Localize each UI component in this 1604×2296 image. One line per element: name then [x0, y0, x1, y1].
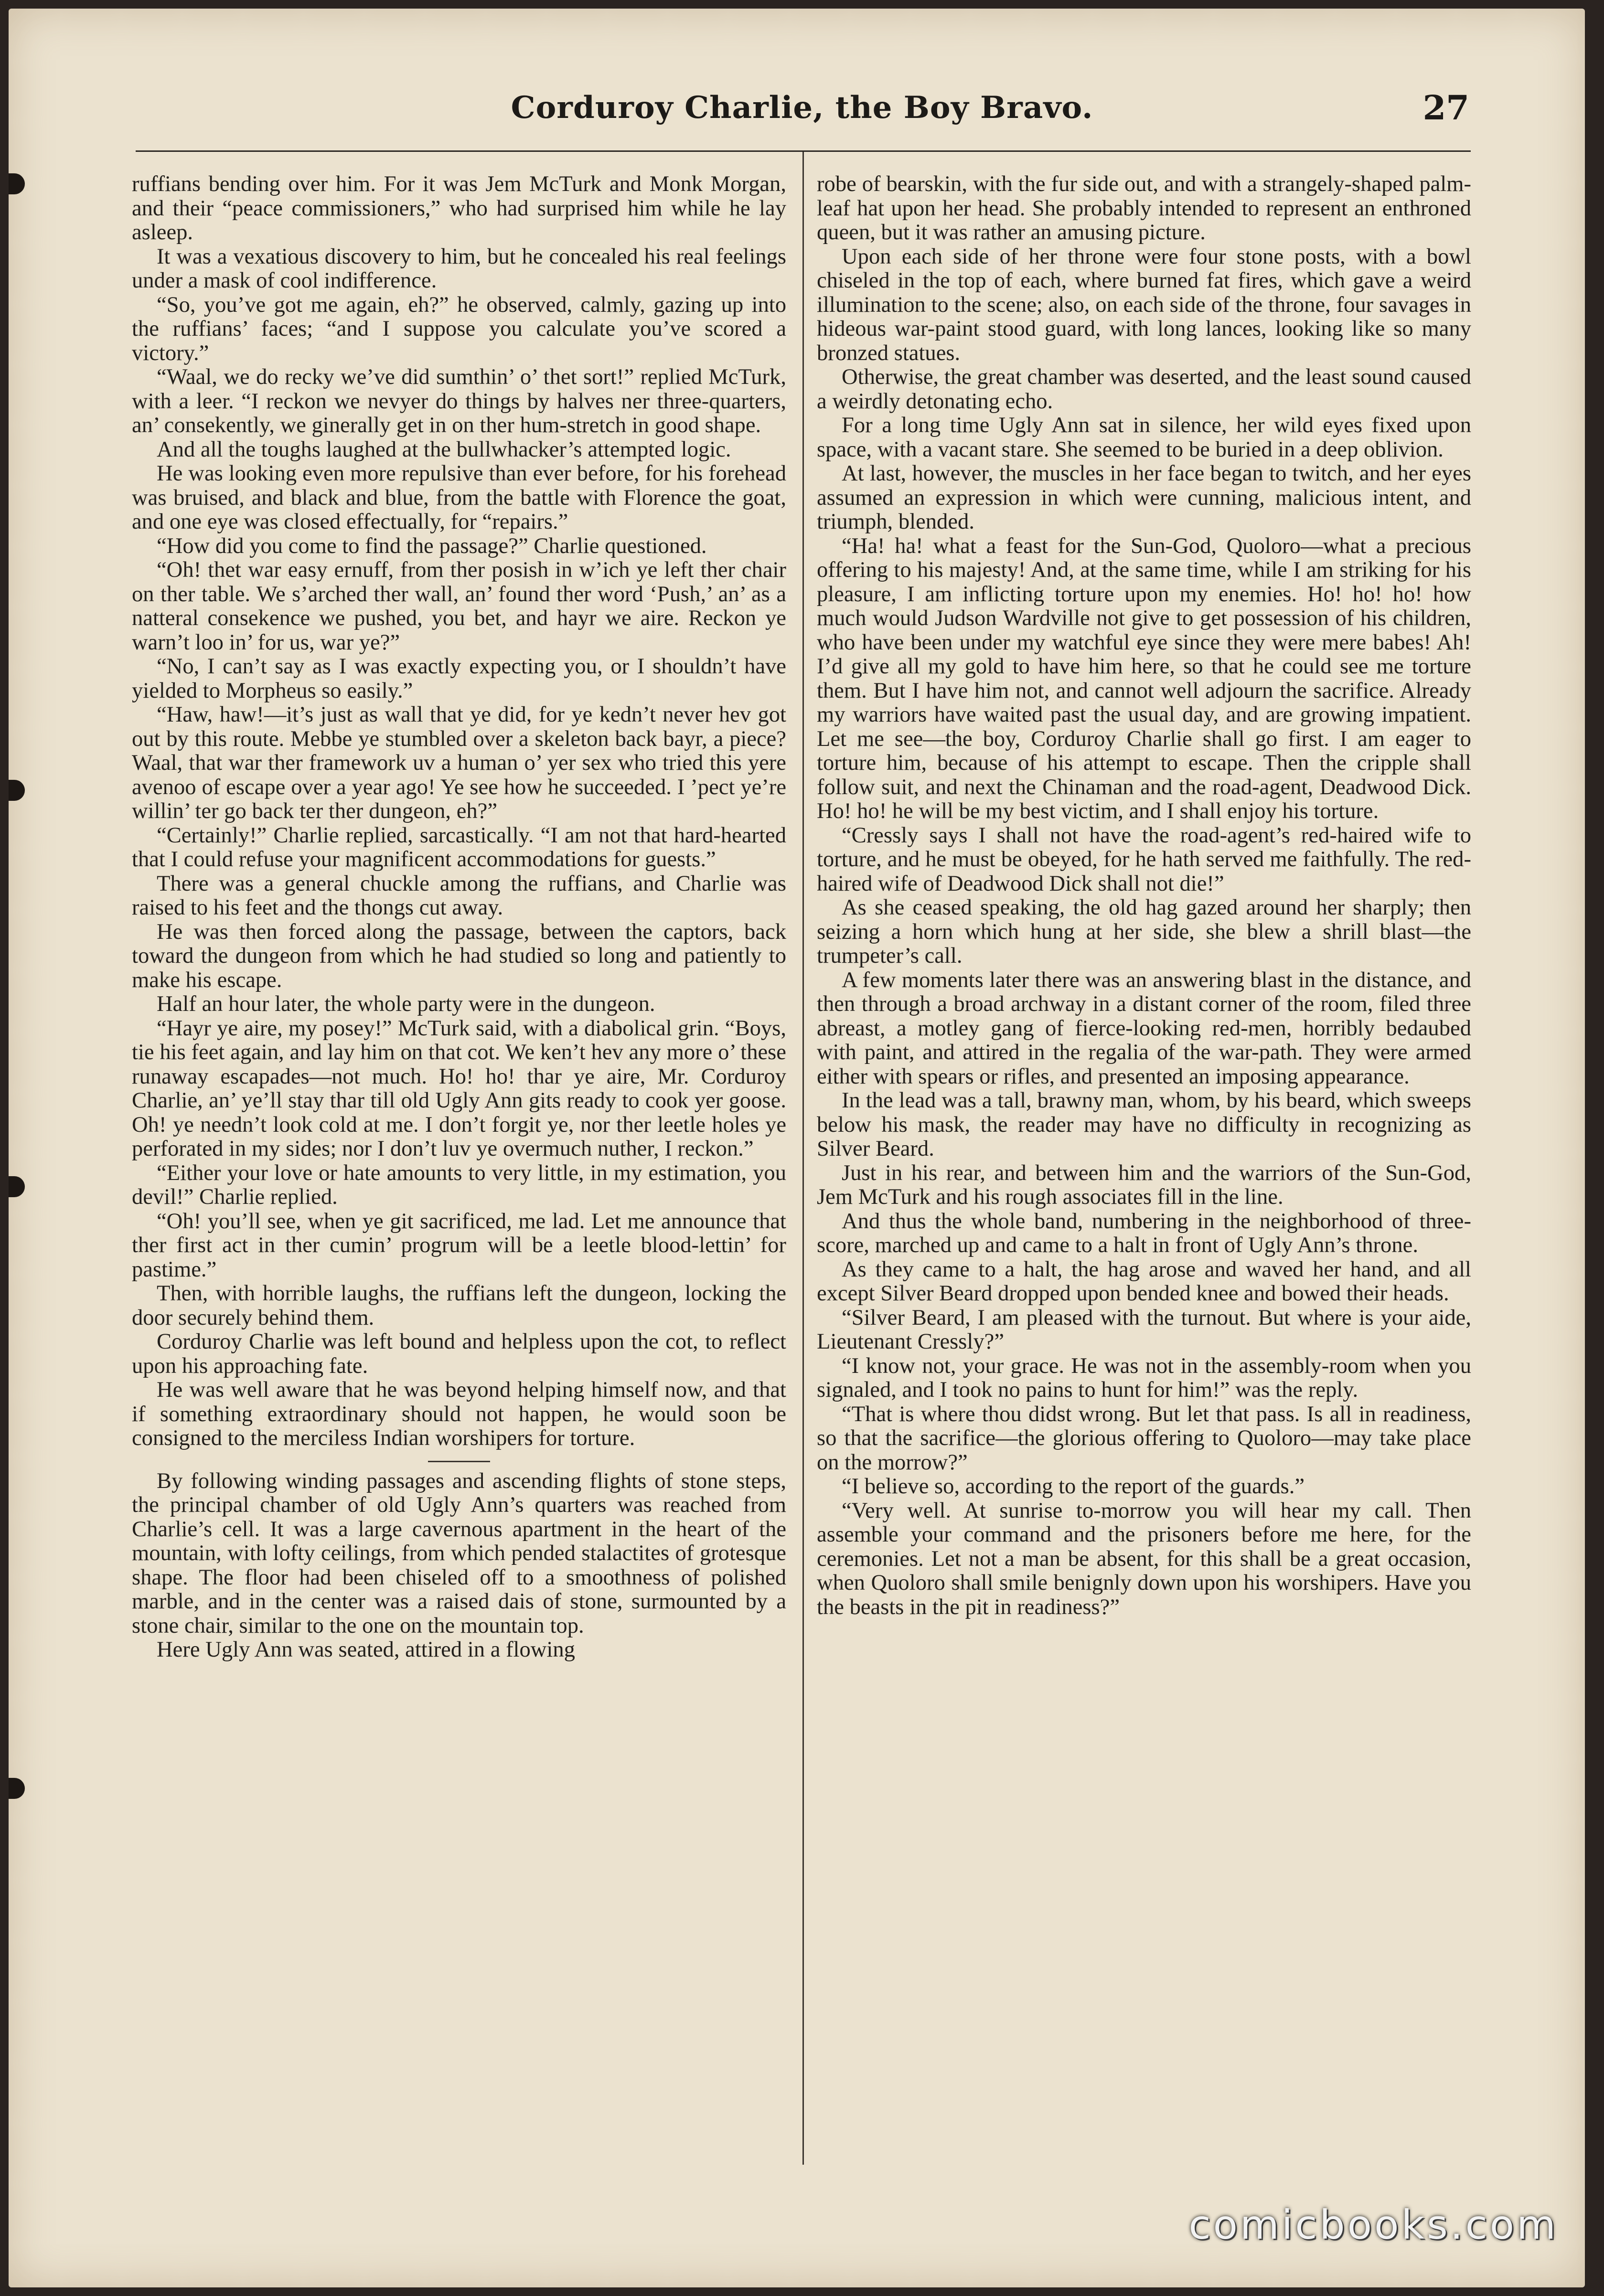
- watermark: comicbooks.com: [1188, 2201, 1558, 2248]
- paragraph: He was then forced along the passage, between the captors, back toward the dungeon from which he had studied so long and patiently to make his escape.: [132, 919, 786, 992]
- paragraph: ruffians bending over him. For it was Jem McTurk and Monk Morgan, and their “peace commissioners,” who had surprised him while he lay asleep.: [132, 171, 786, 244]
- paragraph: He was well aware that he was beyond helping himself now, and that if something extraordinary should not happen, he would soon be consigned to the merciless Indian worshipers for torture.: [132, 1377, 786, 1450]
- paragraph: “Certainly!” Charlie replied, sarcastically. “I am not that hard-hearted that I could refuse your magnificent accommodations for guests.”: [132, 822, 786, 872]
- running-header: [135, 90, 1469, 131]
- paragraph: As she ceased speaking, the old hag gazed around her sharply; then seizing a horn which hung at her side, she blew a shrill blast—the trumpeter’s call.: [817, 895, 1471, 968]
- page-title: Corduroy Charlie, the Boy Bravo.: [511, 90, 1093, 126]
- binding-hole: [9, 1778, 25, 1799]
- paragraph: As they came to a halt, the hag arose and waved her hand, and all except Silver Beard dropped upon bended knee and bowed their heads.: [817, 1256, 1471, 1306]
- left-column: [132, 172, 786, 1662]
- paragraph: “That is where thou didst wrong. But let that pass. Is all in readiness, so that the sacrifice—the glorious offering to Quoloro—may take place on the morrow?”: [817, 1401, 1471, 1475]
- paragraph: “Ha! ha! what a feast for the Sun-God, Quoloro—what a precious offering to his majesty! And, at the same time, while I am striking for his pleasure, I am inflicting torture upon my enemies. Ho! ho! ho! how much would Judson Wardville not give to get possession of his children, who have been under my watchful eye since they were mere babes! Ah! I’d give all my gold to have him here, so that he could see me torture them. But I have him not, and cannot well adjourn the sacrifice. Already my warriors have waited past the usual day, and are growing impatient. Let me see—the boy, Corduroy Charlie shall go first. I am eager to torture him, because of his attempt to escape. Then the cripple shall follow suit, and next the Chinaman and the road-agent, Deadwood Dick. Ho! ho! he will be my best victim, and I shall enjoy his torture.: [817, 533, 1471, 823]
- paragraph: He was looking even more repulsive than ever before, for his forehead was bruised, and black and blue, from the battle with Florence the goat, and one eye was closed effectually, for “repairs.”: [132, 461, 786, 534]
- paragraph: “No, I can’t say as I was exactly expecting you, or I shouldn’t have yielded to Morpheus so easily.”: [132, 654, 786, 703]
- paragraph: “Oh! thet war easy ernuff, from ther posish in w’ich ye left ther chair on ther table. We s’arched ther wall, an’ found ther word ‘Push,’ an’ as a natteral consekence we pushed, you bet, and hayr we aire. Reckon ye warn’t loo in’ for us, war ye?”: [132, 557, 786, 655]
- paragraph: “Silver Beard, I am pleased with the turnout. But where is your aide, Lieutenant Cressly?”: [817, 1305, 1471, 1354]
- paragraph: A few moments later there was an answering blast in the distance, and then through a broad archway in a distant corner of the room, filed three abreast, a motley gang of fierce-looking red-men, horribly bedaubed with paint, and attired in the regalia of the war-path. They were armed either with spears or rifles, and presented an imposing appearance.: [817, 967, 1471, 1089]
- paragraph: Half an hour later, the whole party were in the dungeon.: [157, 991, 655, 1016]
- paragraph: “So, you’ve got me again, eh?” he observed, calmly, gazing up into the ruffians’ faces; “and I suppose you calculate you’ve scored a victory.”: [132, 292, 786, 365]
- paragraph: “Oh! you’ll see, when ye git sacrificed, me lad. Let me announce that ther first act in ther cumin’ progrum will be a leetle blood-lettin’ for pastime.”: [132, 1208, 786, 1282]
- binding-hole: [9, 780, 25, 801]
- paragraph: By following winding passages and ascending flights of stone steps, the principal chamber of old Ugly Ann’s quarters was reached from Charlie’s cell. It was a large cavernous apartment in the heart of the mountain, with lofty ceilings, from which pended stalactites of grotesque shape. The floor had been chiseled off to a smoothness of polished marble, and in the center was a raised dais of stone, surmounted by a stone chair, similar to the one on the mountain top.: [132, 1468, 786, 1638]
- binding-hole: [9, 173, 25, 194]
- paragraph: “Very well. At sunrise to-morrow you will hear my call. Then assemble your command and the prisoners before me here, for the ceremonies. Let not a man be absent, for this shall be a great occasion, when Quoloro shall smile benignly down upon his worshipers. Have you the beasts in the pit in readiness?”: [817, 1498, 1471, 1619]
- paragraph: “I believe so, according to the report of the guards.”: [842, 1474, 1305, 1499]
- paragraph: Corduroy Charlie was left bound and helpless upon the cot, to reflect upon his approaching fate.: [132, 1329, 786, 1378]
- binding-hole: [9, 1176, 25, 1197]
- paragraph: And thus the whole band, numbering in the neighborhood of three-score, marched up and came to a halt in front of Ugly Ann’s throne.: [817, 1208, 1471, 1257]
- paragraph: Then, with horrible laughs, the ruffians left the dungeon, locking the door securely behind them.: [132, 1281, 786, 1330]
- paragraph: robe of bearskin, with the fur side out, and with a strangely-shaped palm-leaf hat upon her head. She probably intended to represent an enthroned queen, but it was rather an amusing picture.: [817, 171, 1471, 244]
- paragraph: “Cressly says I shall not have the road-agent’s red-haired wife to torture, and he must be obeyed, for he hath served me faithfully. The red-haired wife of Deadwood Dick shall not die!”: [817, 822, 1471, 896]
- paragraph: “Waal, we do recky we’ve did sumthin’ o’ thet sort!” replied McTurk, with a leer. “I reckon we nevyer do things by halves ner three-quarters, an’ consekently, we ginerally get in on ther hum-stretch in good shape.: [132, 364, 786, 437]
- paragraph: It was a vexatious discovery to him, but he concealed his real feelings under a mask of cool indifference.: [132, 244, 786, 293]
- paragraph: And all the toughs laughed at the bullwhacker’s attempted logic.: [157, 436, 731, 462]
- paragraph: In the lead was a tall, brawny man, whom, by his beard, which sweeps below his mask, the reader may have no difficulty in recognizing as Silver Beard.: [817, 1088, 1471, 1161]
- section-separator: [428, 1461, 490, 1462]
- paragraph: Otherwise, the great chamber was deserted, and the least sound caused a weirdly detonating echo.: [817, 364, 1471, 414]
- column-rule: [802, 152, 804, 2165]
- paragraph: For a long time Ugly Ann sat in silence, her wild eyes fixed upon space, with a vacant stare. She seemed to be buried in a deep oblivion.: [817, 413, 1471, 462]
- paragraph: Here Ugly Ann was seated, attired in a flowing: [157, 1637, 575, 1662]
- paragraph: Just in his rear, and between him and the warriors of the Sun-God, Jem McTurk and his rough associates fill in the line.: [817, 1160, 1471, 1209]
- right-column: [817, 172, 1471, 1619]
- paragraph: Upon each side of her throne were four stone posts, with a bowl chiseled in the top of each, where burned fat fires, which gave a weird illumination to the scene; also, on each side of the throne, four savages in hideous war-paint stood guard, with long lances, looking like so many bronzed statues.: [817, 244, 1471, 365]
- paragraph: “I know not, your grace. He was not in the assembly-room when you signaled, and I took no pains to hunt for him!” was the reply.: [817, 1353, 1471, 1402]
- paragraph: “Haw, haw!—it’s just as wall that ye did, for ye kedn’t never hev got out by this route. Mebbe ye stumbled over a skeleton back bayr, a piece? Waal, that war ther framework uv a human o’ yer sex who tried this yere avenoo of escape over a year ago! Ye see how he succeeded. I ’pect ye’re willin’ ter go back ter ther dungeon, eh?”: [132, 702, 786, 823]
- page-number: 27: [1422, 88, 1469, 128]
- paragraph: “How did you come to find the passage?” Charlie questioned.: [157, 533, 707, 558]
- paragraph: At last, however, the muscles in her face began to twitch, and her eyes assumed an expression in which were cunning, malicious intent, and triumph, blended.: [817, 461, 1471, 534]
- paragraph: There was a general chuckle among the ruffians, and Charlie was raised to his feet and the thongs cut away.: [132, 871, 786, 920]
- paragraph: “Either your love or hate amounts to very little, in my estimation, you devil!” Charlie replied.: [132, 1160, 786, 1209]
- paragraph: “Hayr ye aire, my posey!” McTurk said, with a diabolical grin. “Boys, tie his feet again, and lay him on that cot. We ken’t hev any more o’ these runaway escapades—not much. Ho! ho! thar ye aire, Mr. Corduroy Charlie, an’ ye’ll stay thar till old Ugly Ann gits ready to cook yer goose. Oh! ye needn’t look cold at me. I don’t forgit ye, nor ther leetle holes ye perforated in my sides; nor I don’t luv ye overmuch nuther, I reckon.”: [132, 1015, 786, 1161]
